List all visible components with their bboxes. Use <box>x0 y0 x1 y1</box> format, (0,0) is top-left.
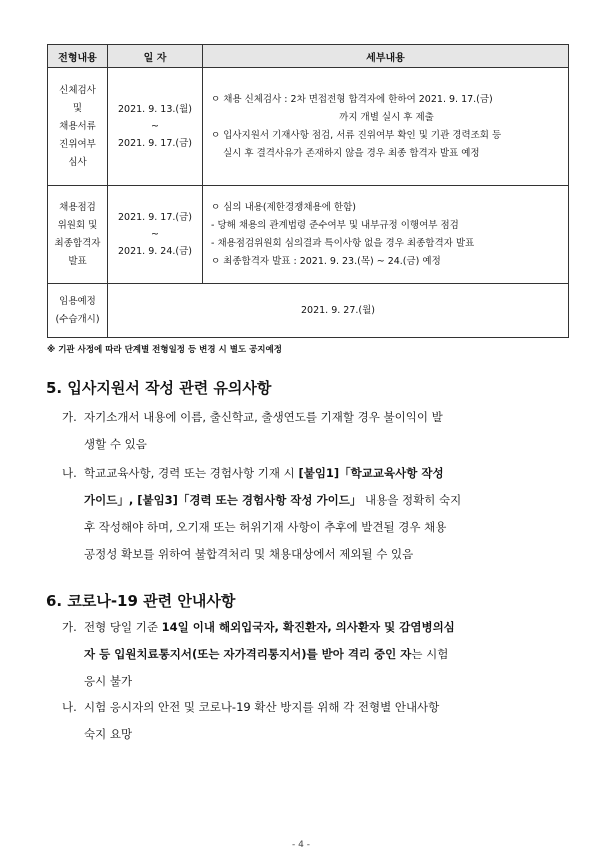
table-row <box>48 186 569 284</box>
detail-line: ㅇ 채용 신체검사 : 2차 면접전형 합격자에 한하여 2021. 9. 17.(금) <box>211 93 493 105</box>
section-5-item-na <box>62 460 461 568</box>
item-text: 는 시험 <box>411 647 449 661</box>
section-6-item-ga <box>62 614 455 695</box>
item-text: 전형 당일 기준 <box>84 620 162 634</box>
detail-line: ㅇ 최종합격자 발표 : 2021. 9. 23.(목) ~ 24.(금) 예정 <box>211 255 441 267</box>
detail-line: - 당해 채용의 관계법령 준수여부 및 내부규정 이행여부 점검 <box>211 219 459 231</box>
table-row <box>48 284 569 338</box>
section-5-item-ga <box>62 404 443 458</box>
item-line: 시험 응시자의 안전 및 코로나-19 확산 방지를 위해 각 전형별 안내사항 <box>84 700 440 714</box>
item-text: 내용을 정확히 숙지 <box>365 493 462 507</box>
detail-line: 실시 후 결격사유가 존재하지 않을 경우 최종 합격자 발표 예정 <box>223 147 480 159</box>
item-label: 나. <box>62 466 77 480</box>
item-line: 공정성 확보를 위하여 불합격처리 및 채용대상에서 제외될 수 있음 <box>84 547 414 561</box>
section-5-title: 5. 입사지원서 작성 관련 유의사항 <box>46 379 272 397</box>
table-row <box>48 68 569 186</box>
item-line: 응시 불가 <box>84 674 133 688</box>
stage-text: (수습개시) <box>55 313 100 325</box>
item-line: 숙지 요망 <box>84 727 133 741</box>
stage-text: 채용점검 <box>59 201 96 213</box>
appointment-date-cell: 2021. 9. 27.(월) <box>108 284 569 338</box>
detail-line: 까지 개별 실시 후 제출 <box>339 111 434 123</box>
schedule-note: ※ 기관 사정에 따라 단계별 전형일정 등 변경 시 별도 공지예정 <box>47 345 282 355</box>
detail-line: ㅇ 입사지원서 기재사항 점검, 서류 진위여부 확인 및 기관 경력조회 등 <box>211 129 502 141</box>
page-number: - 4 - <box>292 840 310 850</box>
details-cell <box>203 186 569 284</box>
schedule-table <box>47 44 569 338</box>
stage-text: 채용서류 <box>59 120 96 132</box>
item-line: 생할 수 있음 <box>84 437 147 451</box>
item-bold-text: 14일 이내 해외입국자, 확진환자, 의사환자 및 감염병의심 <box>161 620 455 634</box>
date-text: ~ <box>151 229 159 240</box>
header-stage: 전형내용 <box>48 45 108 68</box>
stage-cell <box>48 186 108 284</box>
stage-text: 최종합격자 <box>54 237 101 249</box>
section-6-item-na <box>62 694 439 748</box>
date-cell <box>108 68 203 186</box>
detail-line: - 채용점검위원회 심의결과 특이사항 없을 경우 최종합격자 발표 <box>211 237 475 249</box>
stage-cell <box>48 284 108 338</box>
date-text: ~ <box>151 121 159 132</box>
stage-text: 진위여부 <box>59 138 96 150</box>
item-label: 나. <box>62 700 77 714</box>
date-cell <box>108 186 203 284</box>
stage-text: 및 <box>72 102 83 114</box>
date-text: 2021. 9. 24.(금) <box>118 246 192 257</box>
item-line: 자기소개서 내용에 이름, 출신학교, 출생연도를 기재할 경우 불이익이 발 <box>84 410 443 424</box>
item-text: 학교교육사항, 경력 또는 경험사항 기재 시 <box>84 466 299 480</box>
header-details: 세부내용 <box>203 45 569 68</box>
item-bold-text: [붙임1]「학교교육사항 작성 <box>298 466 444 480</box>
stage-text: 위원회 및 <box>57 219 98 231</box>
stage-text: 심사 <box>68 156 87 168</box>
stage-text: 임용예정 <box>59 295 96 307</box>
stage-cell <box>48 68 108 186</box>
table-header-row <box>48 45 569 68</box>
stage-text: 발표 <box>68 255 87 267</box>
details-cell <box>203 68 569 186</box>
item-bold-text: 자 등 입원치료통지서(또는 자가격리통지서)를 받아 격리 중인 자 <box>84 647 412 661</box>
detail-line: ㅇ 심의 내용(제한경쟁채용에 한함) <box>211 201 356 213</box>
header-date: 일 자 <box>108 45 203 68</box>
item-bold-text: 가이드」, [붙임3]「경력 또는 경험사항 작성 가이드」 <box>84 493 362 507</box>
section-6-title: 6. 코로나-19 관련 안내사항 <box>46 592 236 610</box>
date-text: 2021. 9. 13.(월) <box>118 104 192 115</box>
item-label: 가. <box>62 620 77 634</box>
date-text: 2021. 9. 17.(금) <box>118 212 192 223</box>
date-text: 2021. 9. 17.(금) <box>118 138 192 149</box>
stage-text: 신체검사 <box>59 84 96 96</box>
item-line: 후 작성해야 하며, 오기재 또는 허위기재 사항이 추후에 발견될 경우 채용 <box>84 520 447 534</box>
item-label: 가. <box>62 410 77 424</box>
